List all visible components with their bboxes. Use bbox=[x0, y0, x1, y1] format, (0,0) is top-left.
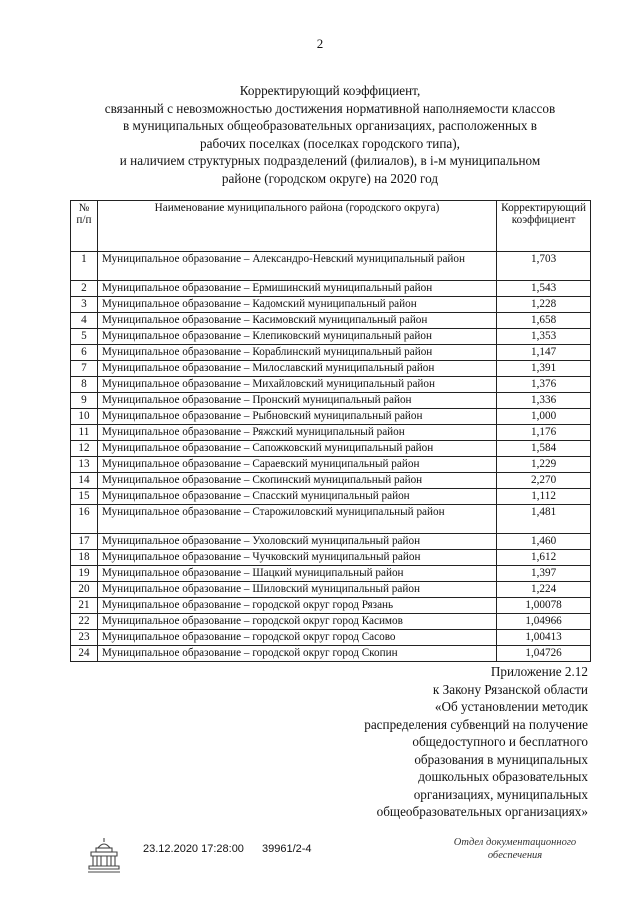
table-row bbox=[71, 582, 591, 598]
cell-num: 12 bbox=[71, 441, 98, 457]
cell-coefficient: 1,176 bbox=[497, 425, 591, 441]
table-row bbox=[71, 630, 591, 646]
cell-name: Муниципальное образование – Спасский муниципальный район bbox=[97, 489, 496, 505]
cell-coefficient: 1,00413 bbox=[497, 630, 591, 646]
table-row bbox=[71, 646, 591, 662]
table-row bbox=[71, 425, 591, 441]
cell-name: Муниципальное образование – городской округ город Скопин bbox=[97, 646, 496, 662]
cell-num: 14 bbox=[71, 473, 98, 489]
cell-num: 22 bbox=[71, 614, 98, 630]
cell-num: 7 bbox=[71, 361, 98, 377]
title-line: в муниципальных общеобразовательных организациях, расположенных в bbox=[123, 118, 537, 133]
cell-num: 15 bbox=[71, 489, 98, 505]
cell-num: 5 bbox=[71, 329, 98, 345]
footer-department bbox=[430, 836, 600, 862]
cell-coefficient: 1,397 bbox=[497, 566, 591, 582]
cell-name: Муниципальное образование – Кадомский муниципальный район bbox=[97, 297, 496, 313]
appendix-line: общеобразовательных организациях» bbox=[376, 804, 588, 819]
cell-num: 21 bbox=[71, 598, 98, 614]
cell-num: 4 bbox=[71, 313, 98, 329]
cell-coefficient: 1,481 bbox=[497, 505, 591, 534]
table-row bbox=[71, 566, 591, 582]
cell-name: Муниципальное образование – Сараевский муниципальный район bbox=[97, 457, 496, 473]
cell-name: Муниципальное образование – Касимовский муниципальный район bbox=[97, 313, 496, 329]
header-coefficient: Корректирующий коэффициент bbox=[497, 201, 591, 252]
appendix-line: «Об установлении методик bbox=[434, 699, 588, 714]
table-row bbox=[71, 313, 591, 329]
appendix-line: общедоступного и бесплатного bbox=[412, 734, 588, 749]
cell-coefficient: 1,584 bbox=[497, 441, 591, 457]
appendix-line: организациях, муниципальных bbox=[413, 786, 588, 802]
cell-coefficient: 1,228 bbox=[497, 297, 591, 313]
table-row bbox=[71, 252, 591, 281]
cell-num: 16 bbox=[71, 505, 98, 534]
cell-coefficient: 1,04966 bbox=[497, 614, 591, 630]
duma-building-icon bbox=[87, 836, 121, 874]
table-row bbox=[71, 377, 591, 393]
cell-name: Муниципальное образование – Скопинский муниципальный район bbox=[97, 473, 496, 489]
cell-num: 9 bbox=[71, 393, 98, 409]
cell-name: Муниципальное образование – Пронский муниципальный район bbox=[97, 393, 496, 409]
appendix-line: распределения субвенций на получение bbox=[364, 716, 588, 732]
cell-coefficient: 1,112 bbox=[497, 489, 591, 505]
table-row bbox=[71, 409, 591, 425]
appendix-line: дошкольных образовательных bbox=[418, 769, 588, 784]
appendix-line: образования в муниципальных bbox=[414, 751, 588, 767]
page-number: 2 bbox=[316, 36, 324, 51]
cell-num: 18 bbox=[71, 550, 98, 566]
table-row bbox=[71, 598, 591, 614]
footer-datetime: 23.12.2020 17:28:00 bbox=[143, 843, 244, 855]
table-row bbox=[71, 457, 591, 473]
cell-coefficient: 1,336 bbox=[497, 393, 591, 409]
appendix-block bbox=[288, 663, 588, 821]
table-row bbox=[71, 441, 591, 457]
table-row bbox=[71, 281, 591, 297]
title-line: и наличием структурных подразделений (филиалов), в i-м муниципальном bbox=[119, 153, 541, 168]
cell-coefficient: 1,00078 bbox=[497, 598, 591, 614]
cell-name: Муниципальное образование – Шиловский муниципальный район bbox=[97, 582, 496, 598]
cell-num: 6 bbox=[71, 345, 98, 361]
cell-name: Муниципальное образование – Ермишинский муниципальный район bbox=[97, 281, 496, 297]
cell-num: 2 bbox=[71, 281, 98, 297]
cell-name: Муниципальное образование – Шацкий муниципальный район bbox=[97, 566, 496, 582]
cell-coefficient: 1,612 bbox=[497, 550, 591, 566]
department-line: обеспечения bbox=[487, 850, 543, 861]
title-line: Корректирующий коэффициент, bbox=[239, 83, 421, 98]
cell-name: Муниципальное образование – городской округ город Сасово bbox=[97, 630, 496, 646]
appendix-line: к Закону Рязанской области bbox=[432, 681, 588, 697]
cell-coefficient: 1,229 bbox=[497, 457, 591, 473]
cell-name: Муниципальное образование – Клепиковский муниципальный район bbox=[97, 329, 496, 345]
cell-num: 17 bbox=[71, 534, 98, 550]
cell-name: Муниципальное образование – Сапожковский муниципальный район bbox=[97, 441, 496, 457]
cell-coefficient: 1,376 bbox=[497, 377, 591, 393]
cell-name: Муниципальное образование – Ухоловский муниципальный район bbox=[97, 534, 496, 550]
cell-name: Муниципальное образование – Александро-Невский муниципальный район bbox=[97, 252, 496, 281]
cell-name: Муниципальное образование – Старожиловский муниципальный район bbox=[97, 505, 496, 534]
table-header-row bbox=[71, 201, 591, 252]
cell-num: 23 bbox=[71, 630, 98, 646]
cell-num: 8 bbox=[71, 377, 98, 393]
title-line: рабочих поселках (поселках городского типа), bbox=[200, 135, 460, 151]
cell-num: 1 bbox=[71, 252, 98, 281]
cell-num: 24 bbox=[71, 646, 98, 662]
cell-name: Муниципальное образование – Ряжский муниципальный район bbox=[97, 425, 496, 441]
cell-name: Муниципальное образование – Рыбновский муниципальный район bbox=[97, 409, 496, 425]
cell-coefficient: 1,353 bbox=[497, 329, 591, 345]
cell-num: 13 bbox=[71, 457, 98, 473]
cell-coefficient: 1,658 bbox=[497, 313, 591, 329]
cell-coefficient: 1,224 bbox=[497, 582, 591, 598]
table-row bbox=[71, 550, 591, 566]
table-row bbox=[71, 345, 591, 361]
cell-coefficient: 1,543 bbox=[497, 281, 591, 297]
cell-name: Муниципальное образование – Чучковский муниципальный район bbox=[97, 550, 496, 566]
table-body bbox=[71, 252, 591, 662]
cell-num: 11 bbox=[71, 425, 98, 441]
cell-coefficient: 1,147 bbox=[497, 345, 591, 361]
table-row bbox=[71, 473, 591, 489]
footer-doc-number: 39961/2-4 bbox=[262, 843, 312, 855]
department-line: Отдел документационного bbox=[453, 837, 577, 848]
appendix-line: Приложение 2.12 bbox=[490, 664, 588, 679]
coefficient-table bbox=[70, 200, 591, 662]
title-line: связанный с невозможностью достижения нормативной наполняемости классов bbox=[104, 100, 556, 116]
header-name: Наименование муниципального района (городского округа) bbox=[97, 201, 496, 252]
table-row bbox=[71, 534, 591, 550]
table-row bbox=[71, 614, 591, 630]
cell-num: 19 bbox=[71, 566, 98, 582]
cell-num: 3 bbox=[71, 297, 98, 313]
table-row bbox=[71, 329, 591, 345]
table-row bbox=[71, 361, 591, 377]
document-title bbox=[70, 82, 590, 187]
cell-coefficient: 1,460 bbox=[497, 534, 591, 550]
cell-coefficient: 1,04726 bbox=[497, 646, 591, 662]
cell-coefficient: 2,270 bbox=[497, 473, 591, 489]
title-line: районе (городском округе) на 2020 год bbox=[221, 170, 439, 186]
table-row bbox=[71, 489, 591, 505]
cell-coefficient: 1,703 bbox=[497, 252, 591, 281]
cell-num: 10 bbox=[71, 409, 98, 425]
header-num: № п/п bbox=[71, 201, 98, 252]
cell-coefficient: 1,391 bbox=[497, 361, 591, 377]
cell-name: Муниципальное образование – Кораблинский муниципальный район bbox=[97, 345, 496, 361]
cell-name: Муниципальное образование – Михайловский муниципальный район bbox=[97, 377, 496, 393]
table-row bbox=[71, 393, 591, 409]
table-row bbox=[71, 297, 591, 313]
cell-name: Муниципальное образование – Милославский муниципальный район bbox=[97, 361, 496, 377]
cell-name: Муниципальное образование – городской округ город Рязань bbox=[97, 598, 496, 614]
cell-name: Муниципальное образование – городской округ город Касимов bbox=[97, 614, 496, 630]
table-row bbox=[71, 505, 591, 534]
cell-num: 20 bbox=[71, 582, 98, 598]
cell-coefficient: 1,000 bbox=[497, 409, 591, 425]
